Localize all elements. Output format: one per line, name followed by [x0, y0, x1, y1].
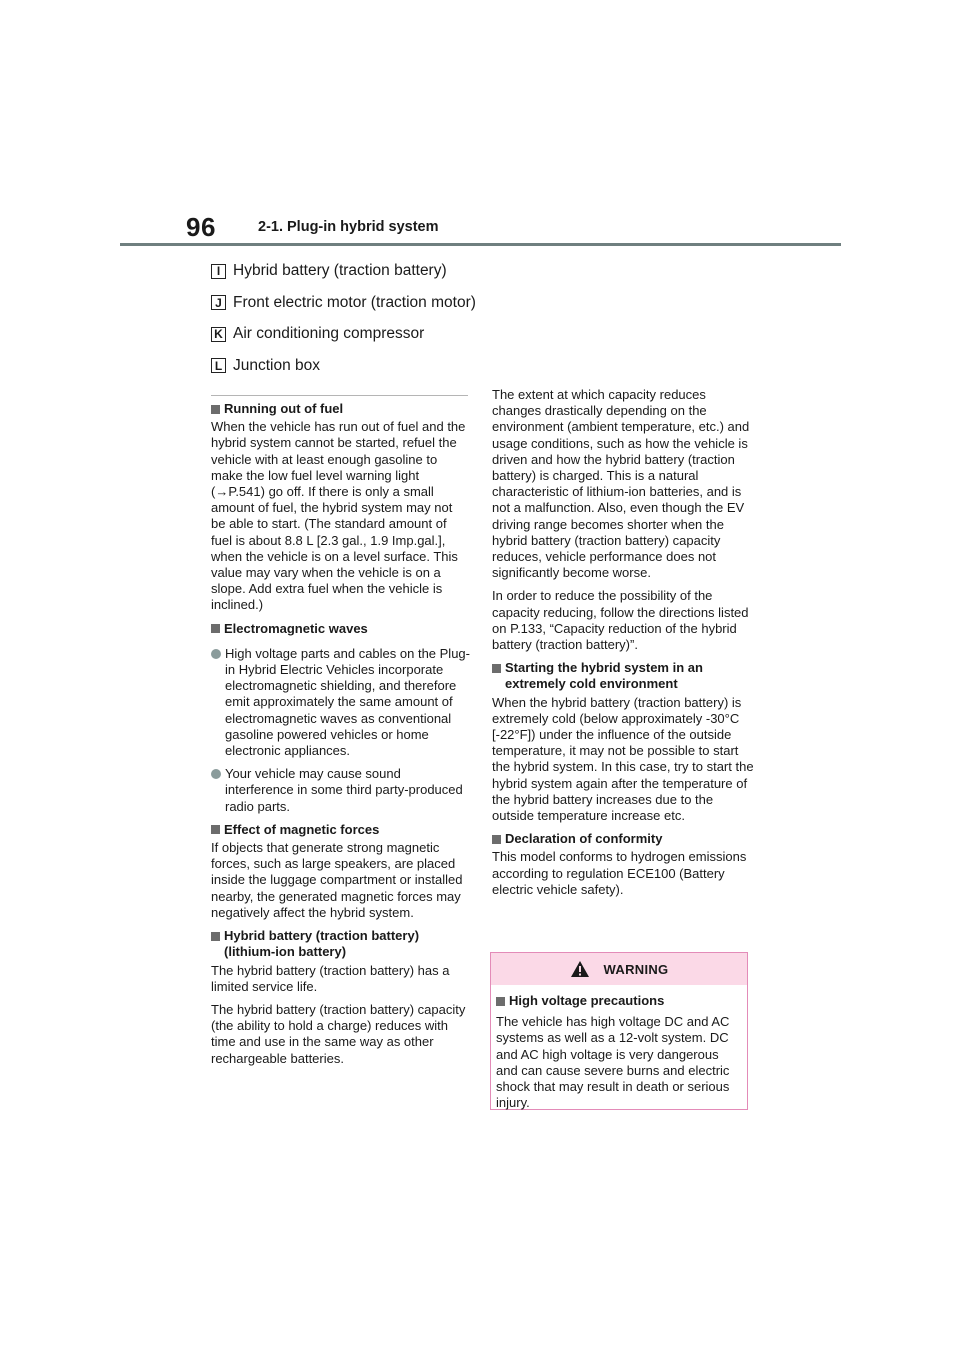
heading-text: Hybrid battery (traction battery) (lithium-ion battery): [224, 928, 420, 960]
callout-item: [211, 355, 476, 377]
square-bullet-icon: [211, 932, 220, 941]
callout-item: [211, 292, 476, 314]
section-heading: [492, 660, 754, 692]
heading-text: Electromagnetic waves: [224, 620, 368, 636]
circle-bullet-icon: [211, 649, 221, 659]
section-heading: [211, 928, 470, 960]
warning-box: [490, 952, 748, 1110]
warning-triangle-icon: [570, 960, 590, 978]
heading-text: Running out of fuel: [224, 401, 344, 416]
left-column: [211, 401, 470, 1074]
bullet-text: Your vehicle may cause sound interference in some third party-produced radio parts.: [225, 766, 463, 814]
section-heading: [496, 993, 741, 1009]
callout-item: [211, 260, 476, 282]
square-bullet-icon: [211, 825, 220, 834]
callout-label: Front electric motor (traction motor): [233, 293, 476, 311]
section-heading: [211, 822, 470, 838]
square-bullet-icon: [496, 997, 505, 1006]
callout-item: [211, 323, 476, 345]
callout-key: K: [211, 327, 226, 342]
warning-header: [491, 953, 747, 985]
paragraph: The extent at which capacity reduces changes drastically depending on the environment (ambient temperature, etc.) and usage conditions, such as how the vehicle is driven and how the hybrid battery (traction battery) is charged. This is a natural characteristic of lithium-ion batteries, and is not a malfunction. Also, even though the EV driving range becomes shorter when the hybrid battery (traction battery) capacity reduces, vehicle performance does not significantly become worse.: [492, 387, 750, 581]
callout-key: I: [211, 264, 226, 279]
paragraph: When the vehicle has run out of fuel and the hybrid system cannot be started, refuel the vehicle with at least enough gasoline to make the low fuel level warning light (→P.541) go off. If there is only a small amount of fuel, the hybrid system may not be able to start. (The standard amount of fuel is about 8.8 L [2.3 gal., 1.9 Imp.gal.], when the vehicle is on a level surface. This value may vary when the vehicle is on a slope. Add extra fuel when the vehicle is inclined.): [211, 419, 466, 613]
bullet-text: High voltage parts and cables on the Plug-in Hybrid Electric Vehicles incorporate electromagnetic shielding, and therefore emit approximately the same amount of electromagnetic waves as conventional gasoline powered vehicles or home electronic appliances.: [225, 645, 470, 759]
square-bullet-icon: [492, 835, 501, 844]
heading-text: Declaration of conformity: [505, 831, 663, 847]
warning-label: WARNING: [603, 961, 669, 977]
square-bullet-icon: [211, 405, 220, 414]
right-column: [492, 387, 754, 905]
paragraph: This model conforms to hydrogen emissions according to regulation ECE100 (Battery electric vehicle safety).: [492, 849, 747, 897]
callout-key: L: [211, 358, 226, 373]
column-divider: [211, 395, 468, 396]
paragraph: When the hybrid battery (traction battery) is extremely cold (below approximately -30°C [-22°F]) under the influence of the outside temperature, it may not be possible to start the hybrid system. In this case, try to start the hybrid system again after the temperature of the hybrid battery increases due to the outside temperature increase etc.: [492, 694, 754, 824]
heading-text: High voltage precautions: [509, 993, 665, 1008]
page-number: 96: [186, 212, 216, 242]
callout-list: [211, 260, 476, 386]
heading-text: Starting the hybrid system in an extremely cold environment: [505, 660, 703, 692]
bullet-item: [211, 766, 470, 815]
bullet-item: [211, 646, 470, 759]
paragraph: If objects that generate strong magnetic forces, such as large speakers, are placed inside the luggage compartment or installed nearby, the generated magnetic forces may negatively affect the hybrid system.: [211, 840, 463, 920]
callout-label: Junction box: [233, 356, 321, 374]
paragraph: The hybrid battery (traction battery) has a limited service life.: [211, 962, 450, 994]
paragraph: In order to reduce the possibility of the capacity reducing, follow the directions listed on P.133, “Capacity reduction of the hybrid battery (traction battery)”.: [492, 588, 749, 653]
warning-body: [491, 985, 747, 1111]
circle-bullet-icon: [211, 769, 221, 779]
callout-label: Air conditioning compressor: [233, 325, 425, 342]
section-heading: [211, 401, 470, 417]
callout-key: J: [211, 295, 226, 310]
paragraph: The hybrid battery (traction battery) capacity (the ability to hold a charge) reduces with time and use in the same way as other rechargeable batteries.: [211, 1001, 466, 1066]
paragraph: The vehicle has high voltage DC and AC systems as well as a 12-volt system. DC and AC high voltage is very dangerous and can cause severe burns and electric shock that may result in death or serious injury.: [496, 1014, 730, 1111]
header-rule: [120, 243, 841, 246]
heading-text: Effect of magnetic forces: [224, 821, 380, 837]
section-heading: [492, 831, 754, 847]
callout-label: Hybrid battery (traction battery): [233, 262, 447, 279]
square-bullet-icon: [211, 624, 220, 633]
section-title: 2-1. Plug-in hybrid system: [258, 219, 439, 235]
square-bullet-icon: [492, 664, 501, 673]
section-heading: [211, 621, 470, 637]
